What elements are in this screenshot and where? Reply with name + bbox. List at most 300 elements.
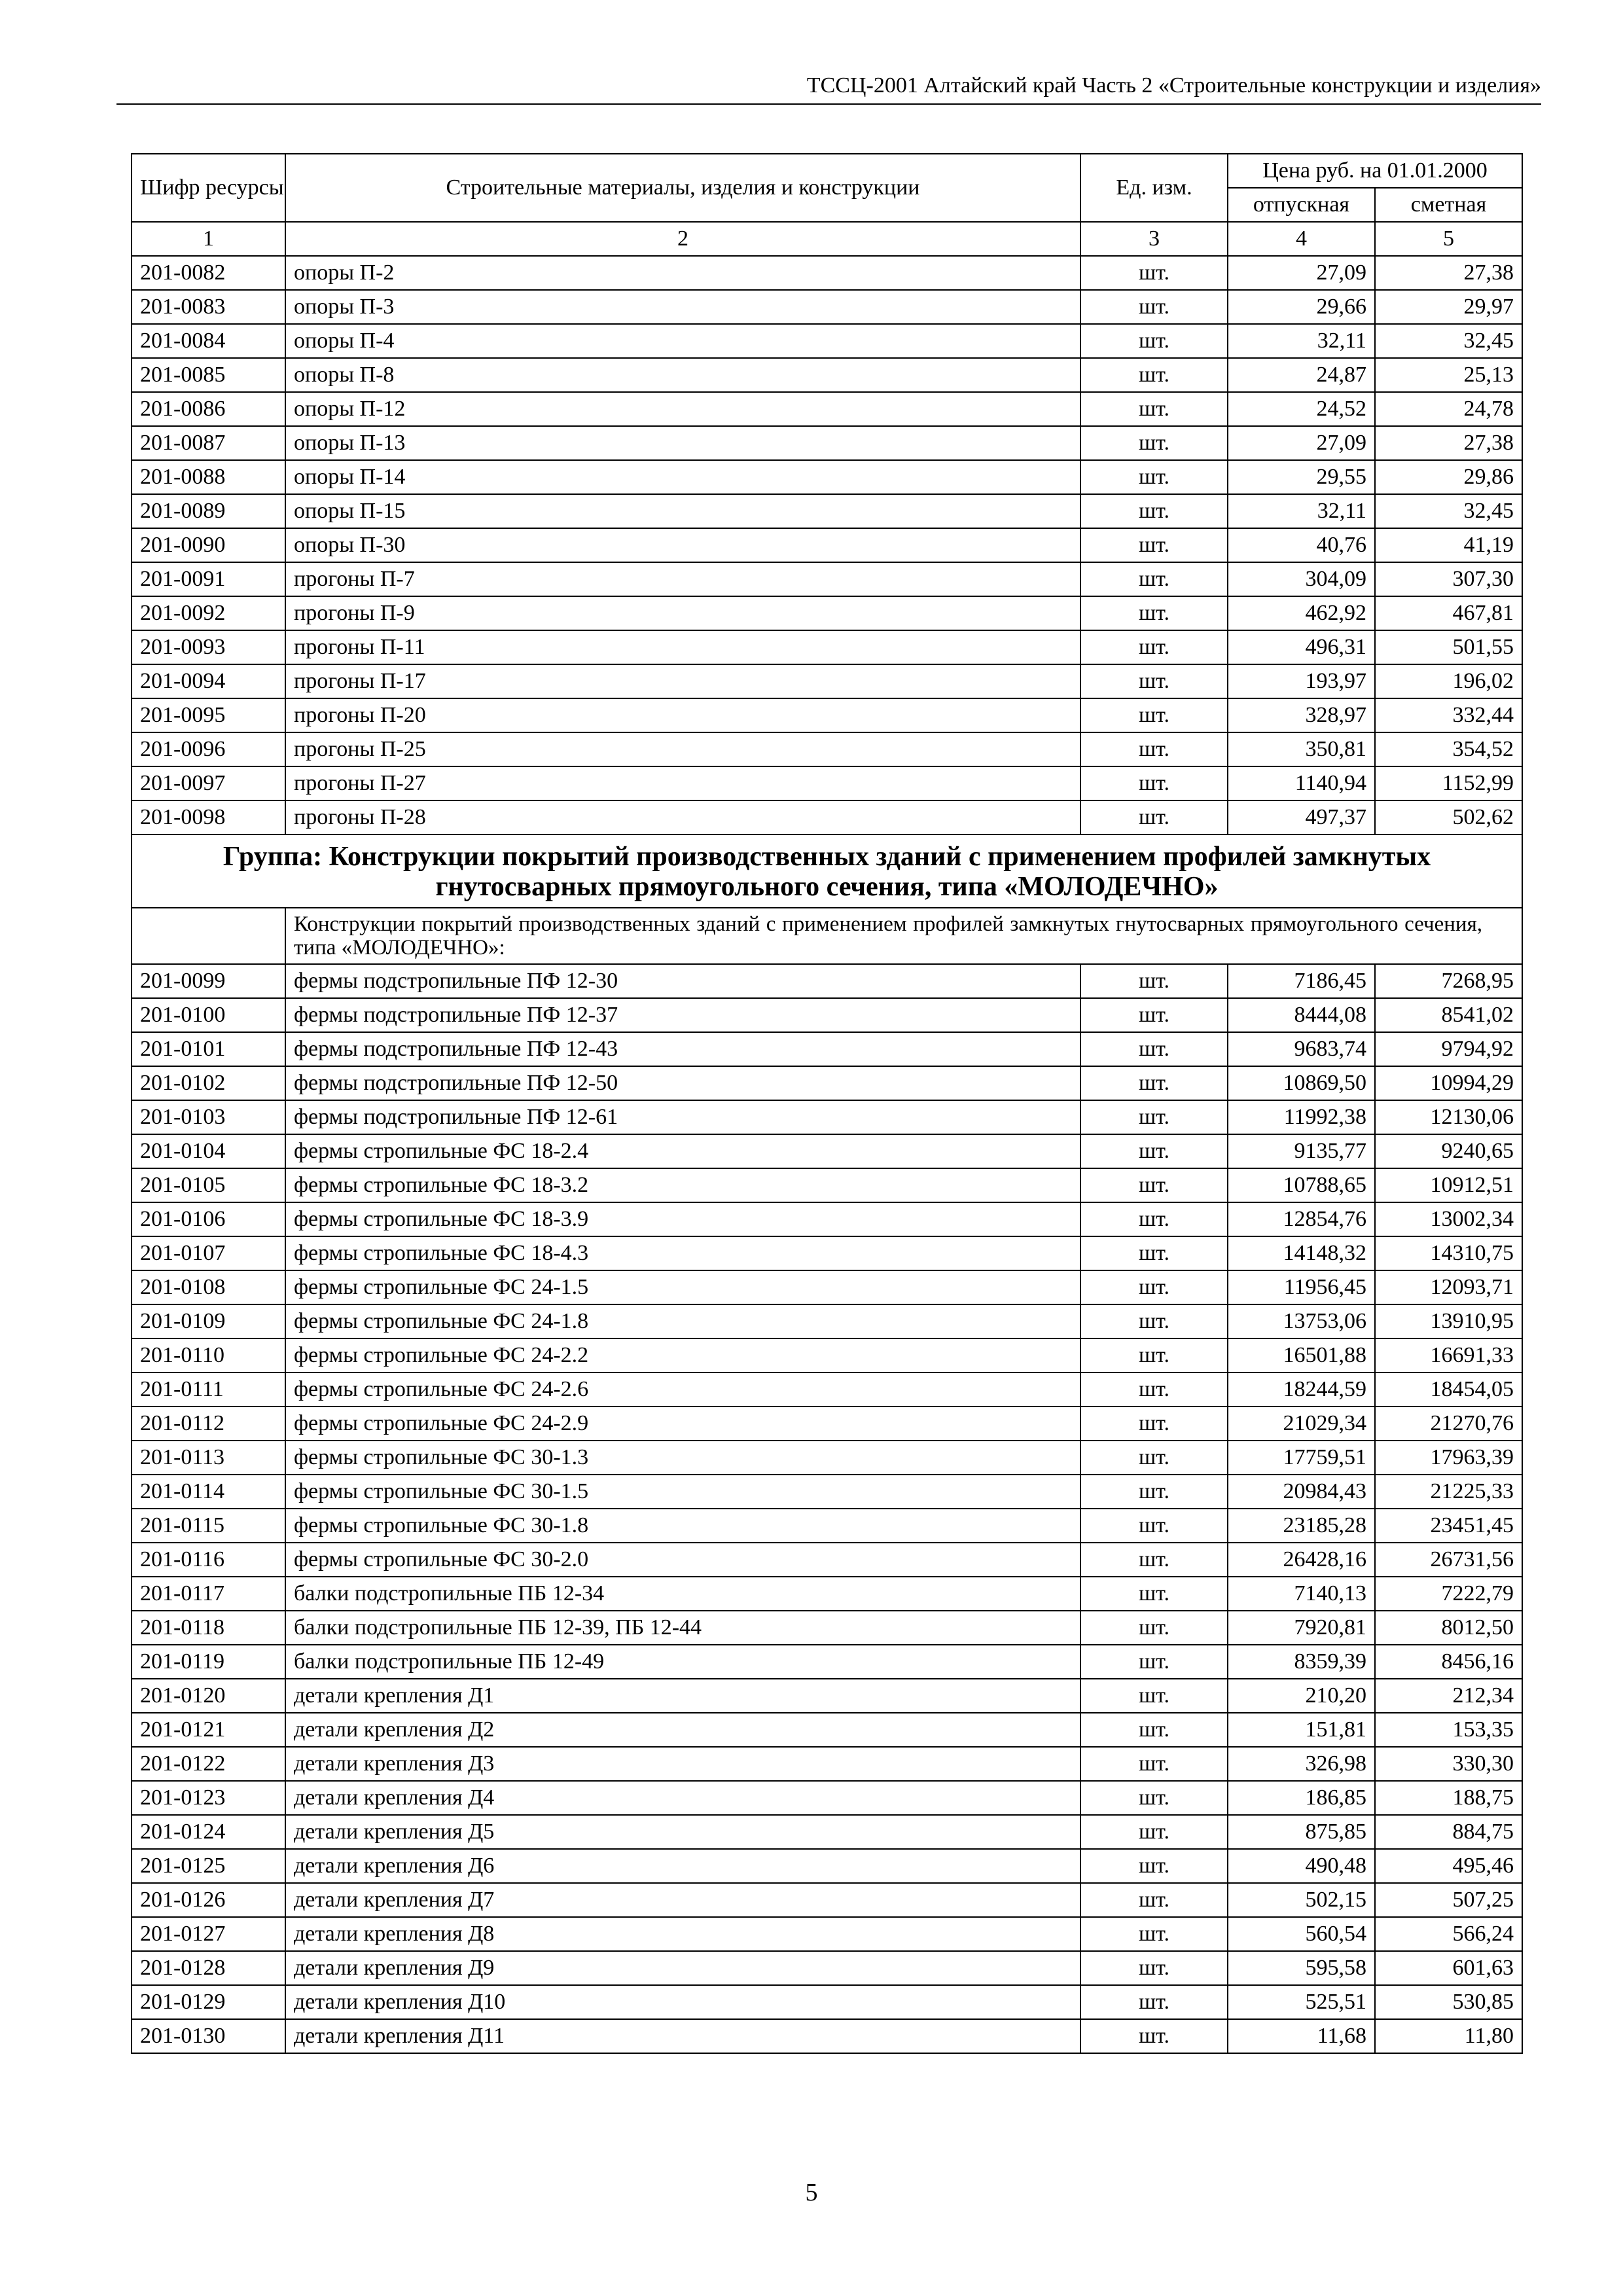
header-price-group: Цена руб. на 01.01.2000 <box>1228 154 1522 188</box>
cell-estimate-price: 9794,92 <box>1375 1032 1522 1066</box>
table-row <box>132 528 1522 562</box>
cell-code: 201-0119 <box>132 1645 285 1679</box>
cell-estimate-price: 29,97 <box>1375 290 1522 324</box>
cell-release-price: 193,97 <box>1228 664 1375 698</box>
cell-code: 201-0116 <box>132 1543 285 1577</box>
cell-estimate-price: 332,44 <box>1375 698 1522 732</box>
cell-release-price: 7140,13 <box>1228 1577 1375 1611</box>
cell-release-price: 27,09 <box>1228 426 1375 460</box>
cell-code: 201-0085 <box>132 358 285 392</box>
cell-unit: шт. <box>1080 766 1228 800</box>
cell-estimate-price: 354,52 <box>1375 732 1522 766</box>
cell-estimate-price: 9240,65 <box>1375 1134 1522 1168</box>
cell-unit: шт. <box>1080 964 1228 998</box>
cell-name: детали крепления Д11 <box>285 2019 1080 2053</box>
table-row <box>132 964 1522 998</box>
group-title: Группа: Конструкции покрытий производственных зданий с применением профилей замкнутых гнутосварных прямоугольного сечения, типа «МОЛОДЕЧНО» <box>132 834 1522 908</box>
table-row <box>132 1407 1522 1441</box>
cell-name: детали крепления Д6 <box>285 1849 1080 1883</box>
cell-name: детали крепления Д7 <box>285 1883 1080 1917</box>
cell-estimate-price: 10912,51 <box>1375 1168 1522 1202</box>
cell-estimate-price: 18454,05 <box>1375 1372 1522 1407</box>
cell-name: опоры П-2 <box>285 256 1080 290</box>
cell-code: 201-0098 <box>132 800 285 834</box>
cell-unit: шт. <box>1080 358 1228 392</box>
table-row <box>132 256 1522 290</box>
cell-unit: шт. <box>1080 732 1228 766</box>
cell-unit: шт. <box>1080 1236 1228 1270</box>
column-number: 3 <box>1080 222 1228 256</box>
cell-code: 201-0097 <box>132 766 285 800</box>
cell-code: 201-0106 <box>132 1202 285 1236</box>
table-row <box>132 1168 1522 1202</box>
cell-release-price: 875,85 <box>1228 1815 1375 1849</box>
header-name: Строительные материалы, изделия и конструкции <box>285 154 1080 222</box>
cell-name: фермы стропильные ФС 24-2.2 <box>285 1338 1080 1372</box>
column-number-row <box>132 222 1522 256</box>
table-row <box>132 1951 1522 1985</box>
table-row <box>132 1577 1522 1611</box>
cell-name: прогоны П-28 <box>285 800 1080 834</box>
cell-code: 201-0118 <box>132 1611 285 1645</box>
cell-release-price: 326,98 <box>1228 1747 1375 1781</box>
cell-unit: шт. <box>1080 630 1228 664</box>
cell-unit: шт. <box>1080 1917 1228 1951</box>
cell-release-price: 32,11 <box>1228 494 1375 528</box>
cell-unit: шт. <box>1080 1270 1228 1304</box>
cell-estimate-price: 502,62 <box>1375 800 1522 834</box>
cell-estimate-price: 10994,29 <box>1375 1066 1522 1100</box>
cell-estimate-price: 7222,79 <box>1375 1577 1522 1611</box>
cell-name: детали крепления Д5 <box>285 1815 1080 1849</box>
cell-code: 201-0107 <box>132 1236 285 1270</box>
cell-name: детали крепления Д4 <box>285 1781 1080 1815</box>
cell-release-price: 525,51 <box>1228 1985 1375 2019</box>
cell-release-price: 11992,38 <box>1228 1100 1375 1134</box>
cell-code: 201-0092 <box>132 596 285 630</box>
cell-estimate-price: 188,75 <box>1375 1781 1522 1815</box>
cell-estimate-price: 14310,75 <box>1375 1236 1522 1270</box>
cell-release-price: 7186,45 <box>1228 964 1375 998</box>
cell-estimate-price: 7268,95 <box>1375 964 1522 998</box>
cell-code: 201-0113 <box>132 1441 285 1475</box>
cell-name: фермы стропильные ФС 30-1.5 <box>285 1475 1080 1509</box>
cell-code: 201-0120 <box>132 1679 285 1713</box>
cell-estimate-price: 8456,16 <box>1375 1645 1522 1679</box>
cell-name: фермы стропильные ФС 18-3.2 <box>285 1168 1080 1202</box>
cell-release-price: 26428,16 <box>1228 1543 1375 1577</box>
cell-code: 201-0082 <box>132 256 285 290</box>
cell-estimate-price: 495,46 <box>1375 1849 1522 1883</box>
column-number: 2 <box>285 222 1080 256</box>
cell-unit: шт. <box>1080 1543 1228 1577</box>
cell-name: детали крепления Д10 <box>285 1985 1080 2019</box>
cell-code: 201-0105 <box>132 1168 285 1202</box>
group-section <box>132 834 1522 964</box>
cell-unit: шт. <box>1080 1781 1228 1815</box>
cell-unit: шт. <box>1080 562 1228 596</box>
group-note-empty <box>132 908 285 964</box>
group-note-row <box>132 908 1522 964</box>
cell-release-price: 20984,43 <box>1228 1475 1375 1509</box>
table-row <box>132 460 1522 494</box>
table-row <box>132 324 1522 358</box>
running-header-title: ТССЦ-2001 Алтайский край Часть 2 «Строительные конструкции и изделия» <box>806 73 1541 98</box>
cell-unit: шт. <box>1080 426 1228 460</box>
cell-estimate-price: 1152,99 <box>1375 766 1522 800</box>
table-row <box>132 1849 1522 1883</box>
cell-name: фермы подстропильные ПФ 12-43 <box>285 1032 1080 1066</box>
cell-name: балки подстропильные ПБ 12-49 <box>285 1645 1080 1679</box>
cell-unit: шт. <box>1080 1304 1228 1338</box>
cell-estimate-price: 12130,06 <box>1375 1100 1522 1134</box>
cell-code: 201-0096 <box>132 732 285 766</box>
rows-before-group <box>132 256 1522 834</box>
cell-name: балки подстропильные ПБ 12-39, ПБ 12-44 <box>285 1611 1080 1645</box>
table-row <box>132 698 1522 732</box>
cell-unit: шт. <box>1080 1679 1228 1713</box>
cell-estimate-price: 507,25 <box>1375 1883 1522 1917</box>
cell-unit: шт. <box>1080 1849 1228 1883</box>
header-release-price: отпускная <box>1228 188 1375 222</box>
table-row <box>132 290 1522 324</box>
cell-unit: шт. <box>1080 1577 1228 1611</box>
cell-unit: шт. <box>1080 1883 1228 1917</box>
cell-unit: шт. <box>1080 392 1228 426</box>
table-row <box>132 1066 1522 1100</box>
table-row <box>132 2019 1522 2053</box>
cell-release-price: 23185,28 <box>1228 1509 1375 1543</box>
table-row <box>132 732 1522 766</box>
cell-unit: шт. <box>1080 1338 1228 1372</box>
cell-code: 201-0124 <box>132 1815 285 1849</box>
cell-code: 201-0128 <box>132 1951 285 1985</box>
cell-name: фермы стропильные ФС 30-1.3 <box>285 1441 1080 1475</box>
table-row <box>132 1338 1522 1372</box>
cell-unit: шт. <box>1080 290 1228 324</box>
cell-code: 201-0104 <box>132 1134 285 1168</box>
table-row <box>132 1747 1522 1781</box>
cell-release-price: 13753,06 <box>1228 1304 1375 1338</box>
cell-code: 201-0100 <box>132 998 285 1032</box>
cell-unit: шт. <box>1080 1645 1228 1679</box>
cell-unit: шт. <box>1080 1168 1228 1202</box>
cell-release-price: 304,09 <box>1228 562 1375 596</box>
cell-estimate-price: 32,45 <box>1375 324 1522 358</box>
cell-code: 201-0129 <box>132 1985 285 2019</box>
cell-unit: шт. <box>1080 1441 1228 1475</box>
cell-name: детали крепления Д3 <box>285 1747 1080 1781</box>
table-row <box>132 1611 1522 1645</box>
cell-unit: шт. <box>1080 1475 1228 1509</box>
cell-code: 201-0102 <box>132 1066 285 1100</box>
cell-estimate-price: 16691,33 <box>1375 1338 1522 1372</box>
cell-estimate-price: 601,63 <box>1375 1951 1522 1985</box>
cell-unit: шт. <box>1080 2019 1228 2053</box>
table-row <box>132 766 1522 800</box>
cell-name: фермы подстропильные ПФ 12-50 <box>285 1066 1080 1100</box>
cell-code: 201-0108 <box>132 1270 285 1304</box>
cell-unit: шт. <box>1080 1032 1228 1066</box>
cell-release-price: 29,55 <box>1228 460 1375 494</box>
cell-code: 201-0093 <box>132 630 285 664</box>
cell-unit: шт. <box>1080 1815 1228 1849</box>
cell-name: детали крепления Д9 <box>285 1951 1080 1985</box>
cell-release-price: 24,87 <box>1228 358 1375 392</box>
cell-release-price: 560,54 <box>1228 1917 1375 1951</box>
cell-code: 201-0126 <box>132 1883 285 1917</box>
cell-release-price: 11,68 <box>1228 2019 1375 2053</box>
cell-release-price: 8444,08 <box>1228 998 1375 1032</box>
cell-code: 201-0095 <box>132 698 285 732</box>
table-row <box>132 1917 1522 1951</box>
cell-estimate-price: 25,13 <box>1375 358 1522 392</box>
cell-estimate-price: 307,30 <box>1375 562 1522 596</box>
cell-estimate-price: 212,34 <box>1375 1679 1522 1713</box>
cell-release-price: 462,92 <box>1228 596 1375 630</box>
cell-unit: шт. <box>1080 1134 1228 1168</box>
cell-code: 201-0127 <box>132 1917 285 1951</box>
cell-code: 201-0123 <box>132 1781 285 1815</box>
cell-release-price: 9683,74 <box>1228 1032 1375 1066</box>
cell-estimate-price: 27,38 <box>1375 256 1522 290</box>
cell-release-price: 7920,81 <box>1228 1611 1375 1645</box>
cell-code: 201-0088 <box>132 460 285 494</box>
table-row <box>132 358 1522 392</box>
cell-release-price: 12854,76 <box>1228 1202 1375 1236</box>
cell-release-price: 24,52 <box>1228 392 1375 426</box>
cell-unit: шт. <box>1080 698 1228 732</box>
price-table <box>131 153 1523 2054</box>
cell-estimate-price: 12093,71 <box>1375 1270 1522 1304</box>
cell-code: 201-0114 <box>132 1475 285 1509</box>
cell-estimate-price: 23451,45 <box>1375 1509 1522 1543</box>
cell-name: опоры П-15 <box>285 494 1080 528</box>
cell-unit: шт. <box>1080 664 1228 698</box>
cell-estimate-price: 330,30 <box>1375 1747 1522 1781</box>
table-row <box>132 426 1522 460</box>
table-row <box>132 1372 1522 1407</box>
cell-code: 201-0112 <box>132 1407 285 1441</box>
cell-release-price: 17759,51 <box>1228 1441 1375 1475</box>
cell-name: опоры П-13 <box>285 426 1080 460</box>
cell-name: опоры П-30 <box>285 528 1080 562</box>
group-title-row <box>132 834 1522 908</box>
table-row <box>132 1645 1522 1679</box>
cell-code: 201-0090 <box>132 528 285 562</box>
cell-estimate-price: 884,75 <box>1375 1815 1522 1849</box>
cell-name: опоры П-14 <box>285 460 1080 494</box>
cell-name: опоры П-12 <box>285 392 1080 426</box>
cell-unit: шт. <box>1080 1407 1228 1441</box>
cell-name: фермы подстропильные ПФ 12-37 <box>285 998 1080 1032</box>
table-row <box>132 1679 1522 1713</box>
table-row <box>132 1509 1522 1543</box>
cell-unit: шт. <box>1080 460 1228 494</box>
table-row <box>132 494 1522 528</box>
cell-estimate-price: 566,24 <box>1375 1917 1522 1951</box>
cell-release-price: 490,48 <box>1228 1849 1375 1883</box>
cell-name: прогоны П-25 <box>285 732 1080 766</box>
column-number: 1 <box>132 222 285 256</box>
cell-unit: шт. <box>1080 1066 1228 1100</box>
cell-release-price: 210,20 <box>1228 1679 1375 1713</box>
cell-name: фермы стропильные ФС 24-1.8 <box>285 1304 1080 1338</box>
cell-name: детали крепления Д8 <box>285 1917 1080 1951</box>
cell-estimate-price: 21225,33 <box>1375 1475 1522 1509</box>
cell-unit: шт. <box>1080 1985 1228 2019</box>
cell-unit: шт. <box>1080 494 1228 528</box>
cell-estimate-price: 501,55 <box>1375 630 1522 664</box>
cell-release-price: 11956,45 <box>1228 1270 1375 1304</box>
cell-release-price: 496,31 <box>1228 630 1375 664</box>
table-row <box>132 1543 1522 1577</box>
cell-name: прогоны П-11 <box>285 630 1080 664</box>
table-row <box>132 1236 1522 1270</box>
cell-unit: шт. <box>1080 800 1228 834</box>
header-unit: Ед. изм. <box>1080 154 1228 222</box>
cell-code: 201-0089 <box>132 494 285 528</box>
cell-release-price: 1140,94 <box>1228 766 1375 800</box>
cell-name: детали крепления Д2 <box>285 1713 1080 1747</box>
cell-name: балки подстропильные ПБ 12-34 <box>285 1577 1080 1611</box>
cell-code: 201-0122 <box>132 1747 285 1781</box>
cell-name: прогоны П-27 <box>285 766 1080 800</box>
table-row <box>132 562 1522 596</box>
cell-unit: шт. <box>1080 324 1228 358</box>
cell-release-price: 27,09 <box>1228 256 1375 290</box>
cell-release-price: 497,37 <box>1228 800 1375 834</box>
cell-estimate-price: 41,19 <box>1375 528 1522 562</box>
cell-name: фермы стропильные ФС 24-2.6 <box>285 1372 1080 1407</box>
cell-estimate-price: 8541,02 <box>1375 998 1522 1032</box>
cell-release-price: 350,81 <box>1228 732 1375 766</box>
cell-estimate-price: 13910,95 <box>1375 1304 1522 1338</box>
cell-unit: шт. <box>1080 528 1228 562</box>
table-row <box>132 1032 1522 1066</box>
cell-unit: шт. <box>1080 1509 1228 1543</box>
cell-estimate-price: 467,81 <box>1375 596 1522 630</box>
cell-name: опоры П-8 <box>285 358 1080 392</box>
cell-code: 201-0091 <box>132 562 285 596</box>
cell-estimate-price: 29,86 <box>1375 460 1522 494</box>
rows-after-group <box>132 964 1522 2053</box>
cell-unit: шт. <box>1080 596 1228 630</box>
cell-unit: шт. <box>1080 1713 1228 1747</box>
cell-code: 201-0084 <box>132 324 285 358</box>
cell-name: фермы подстропильные ПФ 12-61 <box>285 1100 1080 1134</box>
cell-name: фермы стропильные ФС 24-2.9 <box>285 1407 1080 1441</box>
table-row <box>132 1134 1522 1168</box>
cell-release-price: 595,58 <box>1228 1951 1375 1985</box>
cell-code: 201-0125 <box>132 1849 285 1883</box>
cell-release-price: 14148,32 <box>1228 1236 1375 1270</box>
table-row <box>132 664 1522 698</box>
table-header-row <box>132 154 1522 188</box>
cell-name: фермы стропильные ФС 30-2.0 <box>285 1543 1080 1577</box>
cell-release-price: 32,11 <box>1228 324 1375 358</box>
table-row <box>132 1270 1522 1304</box>
cell-name: фермы стропильные ФС 18-4.3 <box>285 1236 1080 1270</box>
cell-unit: шт. <box>1080 1202 1228 1236</box>
cell-name: детали крепления Д1 <box>285 1679 1080 1713</box>
group-note: Конструкции покрытий производственных зданий с применением профилей замкнутых гнутосварных прямоугольного сечения, типа «МОЛОДЕЧНО»: <box>285 908 1522 964</box>
cell-estimate-price: 13002,34 <box>1375 1202 1522 1236</box>
column-number: 5 <box>1375 222 1522 256</box>
cell-estimate-price: 8012,50 <box>1375 1611 1522 1645</box>
cell-code: 201-0117 <box>132 1577 285 1611</box>
cell-code: 201-0086 <box>132 392 285 426</box>
cell-estimate-price: 27,38 <box>1375 426 1522 460</box>
cell-code: 201-0103 <box>132 1100 285 1134</box>
cell-unit: шт. <box>1080 1951 1228 1985</box>
column-number: 4 <box>1228 222 1375 256</box>
cell-name: фермы стропильные ФС 18-3.9 <box>285 1202 1080 1236</box>
cell-release-price: 18244,59 <box>1228 1372 1375 1407</box>
table-row <box>132 1202 1522 1236</box>
table-row <box>132 630 1522 664</box>
cell-release-price: 21029,34 <box>1228 1407 1375 1441</box>
cell-unit: шт. <box>1080 1372 1228 1407</box>
cell-name: опоры П-4 <box>285 324 1080 358</box>
cell-estimate-price: 153,35 <box>1375 1713 1522 1747</box>
cell-estimate-price: 24,78 <box>1375 392 1522 426</box>
header-estimate-price: сметная <box>1375 188 1522 222</box>
page-number: 5 <box>805 2179 818 2206</box>
cell-estimate-price: 17963,39 <box>1375 1441 1522 1475</box>
cell-name: прогоны П-7 <box>285 562 1080 596</box>
cell-name: фермы подстропильные ПФ 12-30 <box>285 964 1080 998</box>
cell-release-price: 16501,88 <box>1228 1338 1375 1372</box>
cell-code: 201-0110 <box>132 1338 285 1372</box>
table-row <box>132 1441 1522 1475</box>
cell-release-price: 151,81 <box>1228 1713 1375 1747</box>
cell-unit: шт. <box>1080 256 1228 290</box>
table-row <box>132 1883 1522 1917</box>
cell-code: 201-0111 <box>132 1372 285 1407</box>
cell-code: 201-0083 <box>132 290 285 324</box>
cell-code: 201-0121 <box>132 1713 285 1747</box>
running-header <box>116 72 1541 105</box>
table-row <box>132 1304 1522 1338</box>
cell-name: фермы стропильные ФС 30-1.8 <box>285 1509 1080 1543</box>
cell-code: 201-0094 <box>132 664 285 698</box>
cell-name: фермы стропильные ФС 24-1.5 <box>285 1270 1080 1304</box>
cell-release-price: 8359,39 <box>1228 1645 1375 1679</box>
cell-code: 201-0087 <box>132 426 285 460</box>
cell-release-price: 502,15 <box>1228 1883 1375 1917</box>
cell-release-price: 9135,77 <box>1228 1134 1375 1168</box>
cell-name: прогоны П-17 <box>285 664 1080 698</box>
cell-release-price: 328,97 <box>1228 698 1375 732</box>
cell-unit: шт. <box>1080 998 1228 1032</box>
table-row <box>132 1781 1522 1815</box>
cell-estimate-price: 21270,76 <box>1375 1407 1522 1441</box>
cell-name: фермы стропильные ФС 18-2.4 <box>285 1134 1080 1168</box>
cell-code: 201-0099 <box>132 964 285 998</box>
cell-estimate-price: 530,85 <box>1375 1985 1522 2019</box>
cell-release-price: 10869,50 <box>1228 1066 1375 1100</box>
table-row <box>132 1475 1522 1509</box>
table-row <box>132 596 1522 630</box>
cell-release-price: 10788,65 <box>1228 1168 1375 1202</box>
cell-unit: шт. <box>1080 1611 1228 1645</box>
cell-estimate-price: 32,45 <box>1375 494 1522 528</box>
table-row <box>132 1100 1522 1134</box>
table-row <box>132 1713 1522 1747</box>
cell-estimate-price: 11,80 <box>1375 2019 1522 2053</box>
cell-code: 201-0115 <box>132 1509 285 1543</box>
